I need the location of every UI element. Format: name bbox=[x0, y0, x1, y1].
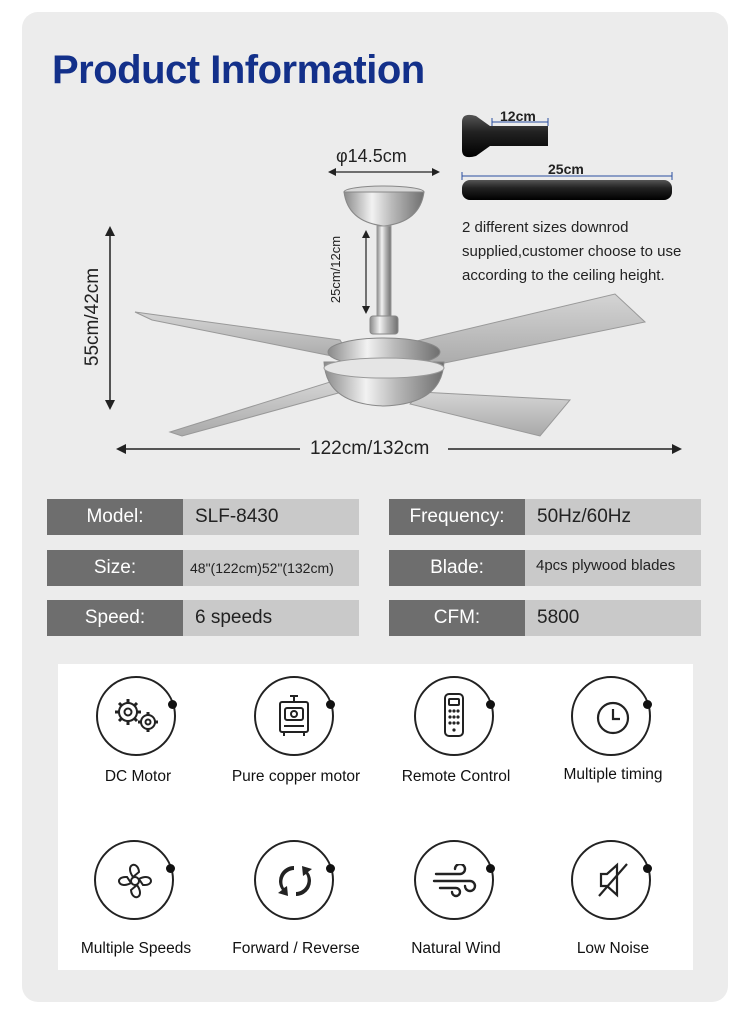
feature-label: Low Noise bbox=[576, 940, 650, 957]
feature-label: Natural Wind bbox=[411, 940, 501, 957]
height-label: 55cm/42cm bbox=[82, 267, 104, 367]
spec-value: 5800 bbox=[525, 600, 701, 636]
feature-timing bbox=[533, 664, 693, 814]
short-downrod-label: 12cm bbox=[500, 108, 536, 124]
feature-low-noise bbox=[533, 828, 693, 968]
feature-label: Multiple timing bbox=[563, 766, 663, 783]
ring-dot bbox=[486, 864, 495, 873]
spec-row-frequency bbox=[389, 499, 701, 535]
ring-dot bbox=[326, 864, 335, 873]
ring-dot bbox=[486, 700, 495, 709]
clock-icon bbox=[595, 700, 631, 736]
low-noise-icon bbox=[595, 860, 631, 900]
wind-icon bbox=[432, 864, 478, 898]
feature-remote-control bbox=[376, 664, 536, 814]
ring-dot bbox=[166, 864, 175, 873]
ring-dot bbox=[326, 700, 335, 709]
reverse-arrows-icon bbox=[274, 860, 316, 902]
feature-speeds bbox=[56, 828, 216, 968]
spec-value: 50Hz/60Hz bbox=[525, 499, 701, 535]
spec-label: Size: bbox=[47, 550, 183, 586]
spec-row-size bbox=[47, 550, 359, 586]
copper-motor-icon bbox=[276, 692, 312, 738]
spec-label: CFM: bbox=[389, 600, 525, 636]
feature-natural-wind bbox=[376, 828, 536, 968]
feature-label: Multiple Speeds bbox=[80, 940, 192, 957]
spec-value: 6 speeds bbox=[183, 600, 359, 636]
ring-dot bbox=[168, 700, 177, 709]
spec-label: Speed: bbox=[47, 600, 183, 636]
downrod-length-label: 25cm/12cm bbox=[328, 235, 344, 304]
feature-dc-motor bbox=[58, 664, 218, 814]
downrod-note: 2 different sizes downrod supplied,customer choose to use according to the ceiling height. bbox=[462, 219, 682, 284]
spec-row-speed bbox=[47, 600, 359, 636]
ring-dot bbox=[643, 700, 652, 709]
remote-control-icon bbox=[442, 692, 466, 738]
spec-value: 48"(122cm)52"(132cm) bbox=[183, 550, 359, 586]
feature-label: DC Motor bbox=[104, 768, 172, 785]
spec-label: Blade: bbox=[389, 550, 525, 586]
spec-label: Frequency: bbox=[389, 499, 525, 535]
features-panel bbox=[58, 664, 693, 970]
gears-icon bbox=[108, 694, 164, 738]
spec-row-blade bbox=[389, 550, 701, 586]
feature-reverse bbox=[216, 828, 376, 968]
ring-dot bbox=[643, 864, 652, 873]
spec-value: 4pcs plywood blades bbox=[525, 550, 701, 586]
page-title: Product Information bbox=[52, 48, 425, 92]
spec-row-model bbox=[47, 499, 359, 535]
feature-label: Remote Control bbox=[401, 768, 511, 785]
canopy-diameter-label: φ14.5cm bbox=[336, 146, 407, 166]
feature-label: Forward / Reverse bbox=[232, 940, 360, 957]
spec-label: Model: bbox=[47, 499, 183, 535]
feature-label: Pure copper motor bbox=[231, 768, 361, 785]
long-downrod-label: 25cm bbox=[548, 161, 584, 177]
span-label: 122cm/132cm bbox=[310, 438, 430, 459]
spec-value: SLF-8430 bbox=[183, 499, 359, 535]
spec-row-cfm bbox=[389, 600, 701, 636]
feature-copper-motor bbox=[216, 664, 376, 814]
fan-blades-icon bbox=[112, 858, 158, 904]
